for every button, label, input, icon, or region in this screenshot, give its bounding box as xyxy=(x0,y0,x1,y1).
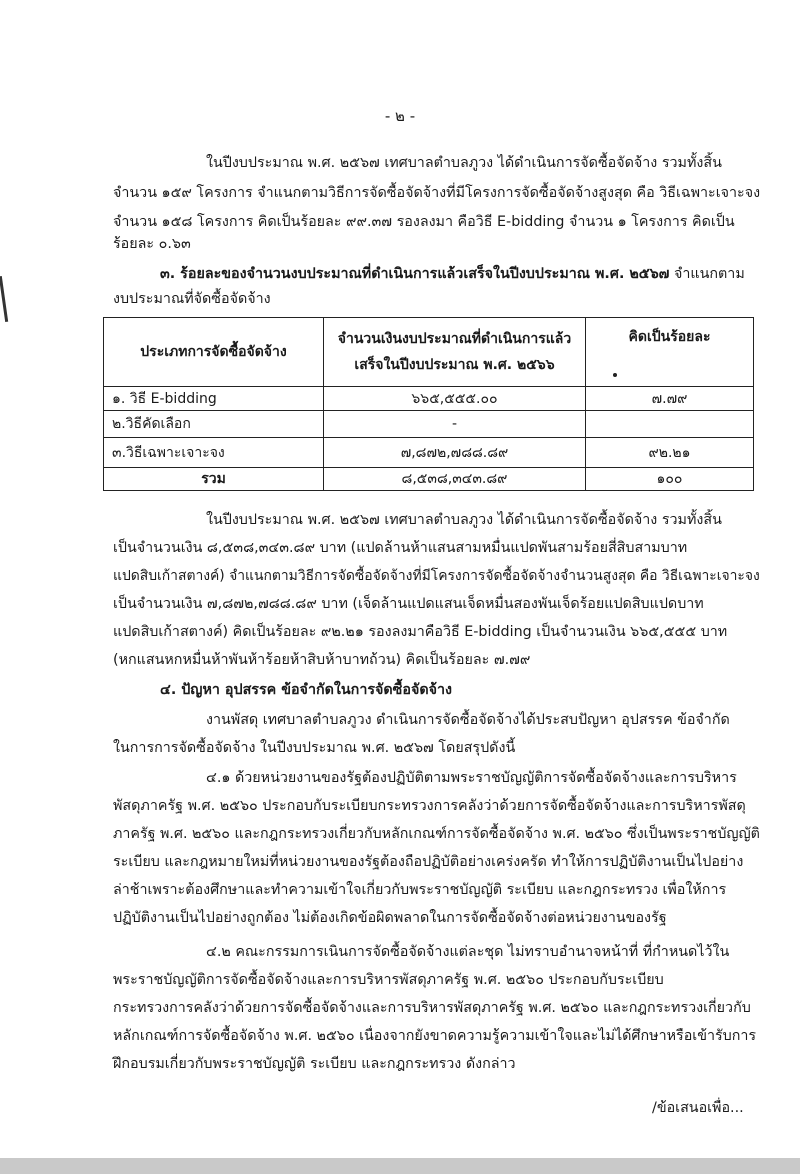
table-total-row xyxy=(104,468,754,491)
section3-heading xyxy=(160,264,745,284)
margin-mark xyxy=(0,276,8,322)
item1-line: ภาครัฐ พ.ศ. ๒๕๖๐ และกฎกระทรวงเกี่ยวกับหลักเกณฑ์การจัดซื้อจัดจ้าง พ.ศ. ๒๕๖๐ ซึ่งเป็นพระราชบัญญัติ xyxy=(113,826,760,842)
table-header-row xyxy=(104,318,754,387)
section4-intro-line: งานพัสดุ เทศบาลตำบลภูวง ดำเนินการจัดซื้อจัดจ้างได้ประสบปัญหา อุปสรรค ข้อจำกัด xyxy=(206,712,730,728)
table-row xyxy=(104,411,754,438)
budget-table xyxy=(103,317,754,491)
bottom-scan-band xyxy=(0,1158,800,1174)
para1-line: จำนวน ๑๕๙ โครงการ จำแนกตามวิธีการจัดซื้อจัดจ้างที่มีโครงการจัดซื้อจัดจ้างสูงสุด คือ วิธีเฉพาะเจาะจง xyxy=(113,185,761,201)
header-amount-line2: เสร็จในปีงบประมาณ พ.ศ. ๒๕๖๖ xyxy=(354,357,555,373)
item2-line: ๔.๒ คณะกรรมการเนินการจัดซื้อจัดจ้างแต่ละชุด ไม่ทราบอำนาจหน้าที่ ที่กำหนดไว้ใน xyxy=(206,944,730,960)
cell-amount: ๗,๘๗๒,๗๘๘.๘๙ xyxy=(324,438,586,468)
cell-percent: ๙๒.๒๑ xyxy=(586,438,754,468)
header-percent: คิดเป็นร้อยละ xyxy=(586,318,754,387)
cell-total-percent: ๑๐๐ xyxy=(586,468,754,491)
section4-heading: ๔. ปัญหา อุปสรรค ข้อจำกัดในการจัดซื้อจัดจ้าง xyxy=(160,682,453,698)
continuation-note: /ข้อเสนอเพื่อ... xyxy=(652,1100,744,1116)
item1-line: ปฏิบัติงานเป็นไปอย่างถูกต้อง ไม่ต้องเกิดข้อผิดพลาดในการจัดซื้อจัดจ้างต่อหน่วยงานของรัฐ xyxy=(113,910,667,926)
table-row xyxy=(104,387,754,411)
cell-type: ๓.วิธีเฉพาะเจาะจง xyxy=(104,438,324,468)
item1-line: ระเบียบ และกฎหมายใหม่ที่หน่วยงานของรัฐต้องถือปฏิบัติอย่างเคร่งครัด ทำให้การปฏิบัติงานเป็นไปอย่าง xyxy=(113,854,744,870)
item1-line: พัสดุภาครัฐ พ.ศ. ๒๕๖๐ ประกอบกับระเบียบกระทรวงการคลังว่าด้วยการจัดซื้อจัดจ้างและการบริหารพัสดุ xyxy=(113,798,746,814)
table-row xyxy=(104,438,754,468)
cell-amount: - xyxy=(324,411,586,438)
para2-line: แปดสิบเก้าสตางค์) จำแนกตามวิธีการจัดซื้อจัดจ้างที่มีโครงการจัดซื้อจัดจ้างจำนวนสูงสุด คือ วิธีเฉพาะเจาะจง xyxy=(113,568,760,584)
section4-intro-line: ในการการจัดซื้อจัดจ้าง ในปีงบประมาณ พ.ศ. ๒๕๖๗ โดยสรุปดังนี้ xyxy=(113,740,516,756)
para1-line: จำนวน ๑๕๘ โครงการ คิดเป็นร้อยละ ๙๙.๓๗ รองลงมา คือวิธี E-bidding จำนวน ๑ โครงการ คิดเป็น xyxy=(113,214,735,230)
cell-percent: ๗.๗๙ xyxy=(586,387,754,411)
header-amount-line1: จำนวนเงินงบประมาณที่ดำเนินการแล้ว xyxy=(337,331,572,347)
item2-line: พระราชบัญญัติการจัดซื้อจัดจ้างและการบริหารพัสดุภาครัฐ พ.ศ. ๒๕๖๐ ประกอบกับระเบียบ xyxy=(113,972,664,988)
header-type: ประเภทการจัดซื้อจัดจ้าง xyxy=(104,318,324,387)
item2-line: กระทรวงการคลังว่าด้วยการจัดซื้อจัดจ้างและการบริหารพัสดุภาครัฐ พ.ศ. ๒๕๖๐ และกฎกระทรวงเกี่ยวกับ xyxy=(113,1000,751,1016)
para2-line: เป็นจำนวนเงิน ๘,๕๓๘,๓๔๓.๘๙ บาท (แปดล้านห้าแสนสามหมื่นแปดพันสามร้อยสี่สิบสามบาท xyxy=(113,540,688,556)
para1-line: ร้อยละ ๐.๖๓ xyxy=(113,236,191,252)
section3-heading-bold: ๓. ร้อยละของจำนวนงบประมาณที่ดำเนินการแล้วเสร็จในปีงบประมาณ พ.ศ. ๒๕๖๗ xyxy=(160,266,670,282)
item1-line: ล่าช้าเพราะต้องศึกษาและทำความเข้าใจเกี่ยวกับพระราชบัญญัติ ระเบียบ และกฎกระทรวง เพื่อให้การ xyxy=(113,882,727,898)
section3-heading-tail: จำแนกตาม xyxy=(669,266,745,282)
item2-line: ฝึกอบรมเกี่ยวกับพระราชบัญญัติ ระเบียบ และกฎกระทรวง ดังกล่าว xyxy=(113,1056,516,1072)
para2-line: แปดสิบเก้าสตางค์) คิดเป็นร้อยละ ๙๒.๒๑ รองลงมาคือวิธี E-bidding เป็นจำนวนเงิน ๖๖๕,๕๕๕ บาท xyxy=(113,624,728,640)
cell-amount: ๖๖๕,๕๕๕.๐๐ xyxy=(324,387,586,411)
item2-line: หลักเกณฑ์การจัดซื้อจัดจ้าง พ.ศ. ๒๕๖๐ เนื่องจากยังขาดความรู้ความเข้าใจและไม่ได้ศึกษาหรือเข้ารับการ xyxy=(113,1028,757,1044)
para1-line: ในปีงบประมาณ พ.ศ. ๒๕๖๗ เทศบาลตำบลภูวง ได้ดำเนินการจัดซื้อจัดจ้าง รวมทั้งสิ้น xyxy=(206,155,722,171)
cell-total-label: รวม xyxy=(104,468,324,491)
cell-total-amount: ๘,๕๓๘,๓๔๓.๘๙ xyxy=(324,468,586,491)
item1-line: ๔.๑ ด้วยหน่วยงานของรัฐต้องปฏิบัติตามพระราชบัญญัติการจัดซื้อจัดจ้างและการบริหาร xyxy=(206,770,737,786)
para2-line: (หกแสนหกหมื่นห้าพันห้าร้อยห้าสิบห้าบาทถ้วน) คิดเป็นร้อยละ ๗.๗๙ xyxy=(113,652,531,668)
stray-dot xyxy=(613,373,617,377)
header-amount xyxy=(324,318,586,387)
cell-type: ๑. วิธี E-bidding xyxy=(104,387,324,411)
section3-heading-line2: งบประมาณที่จัดซื้อจัดจ้าง xyxy=(113,291,271,307)
para2-line: เป็นจำนวนเงิน ๗,๘๗๒,๗๘๘.๘๙ บาท (เจ็ดล้านแปดแสนเจ็ดหมื่นสองพันเจ็ดร้อยแปดสิบแปดบาท xyxy=(113,596,704,612)
para2-line: ในปีงบประมาณ พ.ศ. ๒๕๖๗ เทศบาลตำบลภูวง ได้ดำเนินการจัดซื้อจัดจ้าง รวมทั้งสิ้น xyxy=(206,512,722,528)
cell-type: ๒.วิธีคัดเลือก xyxy=(104,411,324,438)
page-number: - ๒ - xyxy=(384,107,416,125)
cell-percent xyxy=(586,411,754,438)
